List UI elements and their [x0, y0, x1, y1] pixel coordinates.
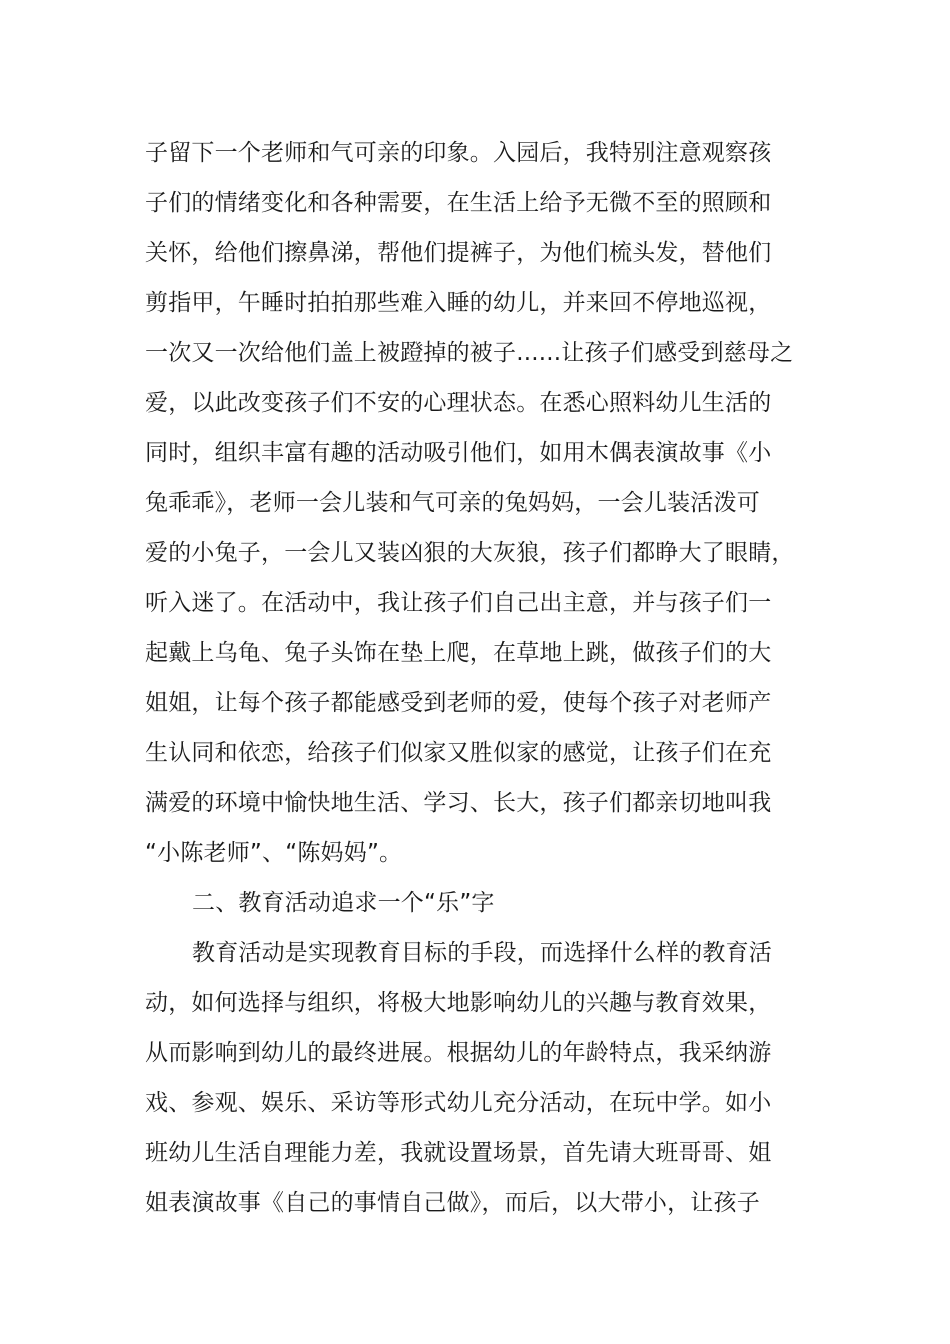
paragraph-line: 起戴上乌龟、兔子头饰在垫上爬，在草地上跳，做孩子们的大 — [145, 640, 772, 666]
paragraph-line: 满爱的环境中愉快地生活、学习、长大，孩子们都亲切地叫我 — [145, 790, 772, 816]
paragraph-line: 关怀，给他们擦鼻涕，帮他们提裤子，为他们梳头发，替他们 — [145, 240, 772, 266]
paragraph-line: 兔乖乖》，老师一会儿装和气可亲的兔妈妈，一会儿装活泼可 — [145, 490, 760, 516]
paragraph-line: “小陈老师”、“陈妈妈”。 — [145, 840, 403, 866]
paragraph-line: 一次又一次给他们盖上被蹬掉的被子......让孩子们感受到慈母之 — [145, 340, 794, 366]
paragraph-line: 姐姐，让每个孩子都能感受到老师的爱，使每个孩子对老师产 — [145, 690, 772, 716]
paragraph-line: 戏、参观、娱乐、采访等形式幼儿充分活动，在玩中学。如小 — [145, 1090, 772, 1116]
paragraph-line: 剪指甲，午睡时拍拍那些难入睡的幼儿，并来回不停地巡视， — [145, 290, 772, 316]
paragraph-line: 子留下一个老师和气可亲的印象。入园后，我特别注意观察孩 — [145, 140, 772, 166]
paragraph-line: 动，如何选择与组织，将极大地影响幼儿的兴趣与教育效果， — [145, 990, 772, 1016]
paragraph-line: 生认同和依恋，给孩子们似家又胜似家的感觉，让孩子们在充 — [145, 740, 772, 766]
paragraph-line: 班幼儿生活自理能力差，我就设置场景，首先请大班哥哥、姐 — [145, 1140, 772, 1166]
paragraph-line: 子们的情绪变化和各种需要，在生活上给予无微不至的照顾和 — [145, 190, 772, 216]
paragraph-line: 爱，以此改变孩子们不安的心理状态。在悉心照料幼儿生活的 — [145, 390, 772, 416]
paragraph-line: 从而影响到幼儿的最终进展。根据幼儿的年龄特点，我采纳游 — [145, 1040, 772, 1066]
paragraph-line: 爱的小兔子，一会儿又装凶狠的大灰狼，孩子们都睁大了眼睛， — [145, 540, 795, 566]
paragraph-line: 姐表演故事《自己的事情自己做》，而后，以大带小，让孩子 — [145, 1190, 760, 1216]
paragraph-line: 同时，组织丰富有趣的活动吸引他们，如用木偶表演故事《小 — [145, 440, 772, 466]
paragraph-line: 听入迷了。在活动中，我让孩子们自己出主意，并与孩子们一 — [145, 590, 772, 616]
section-heading: 二、教育活动追求一个“乐”字 — [192, 890, 495, 916]
paragraph-line: 教育活动是实现教育目标的手段，而选择什么样的教育活 — [192, 940, 772, 966]
document-body — [145, 128, 815, 1228]
